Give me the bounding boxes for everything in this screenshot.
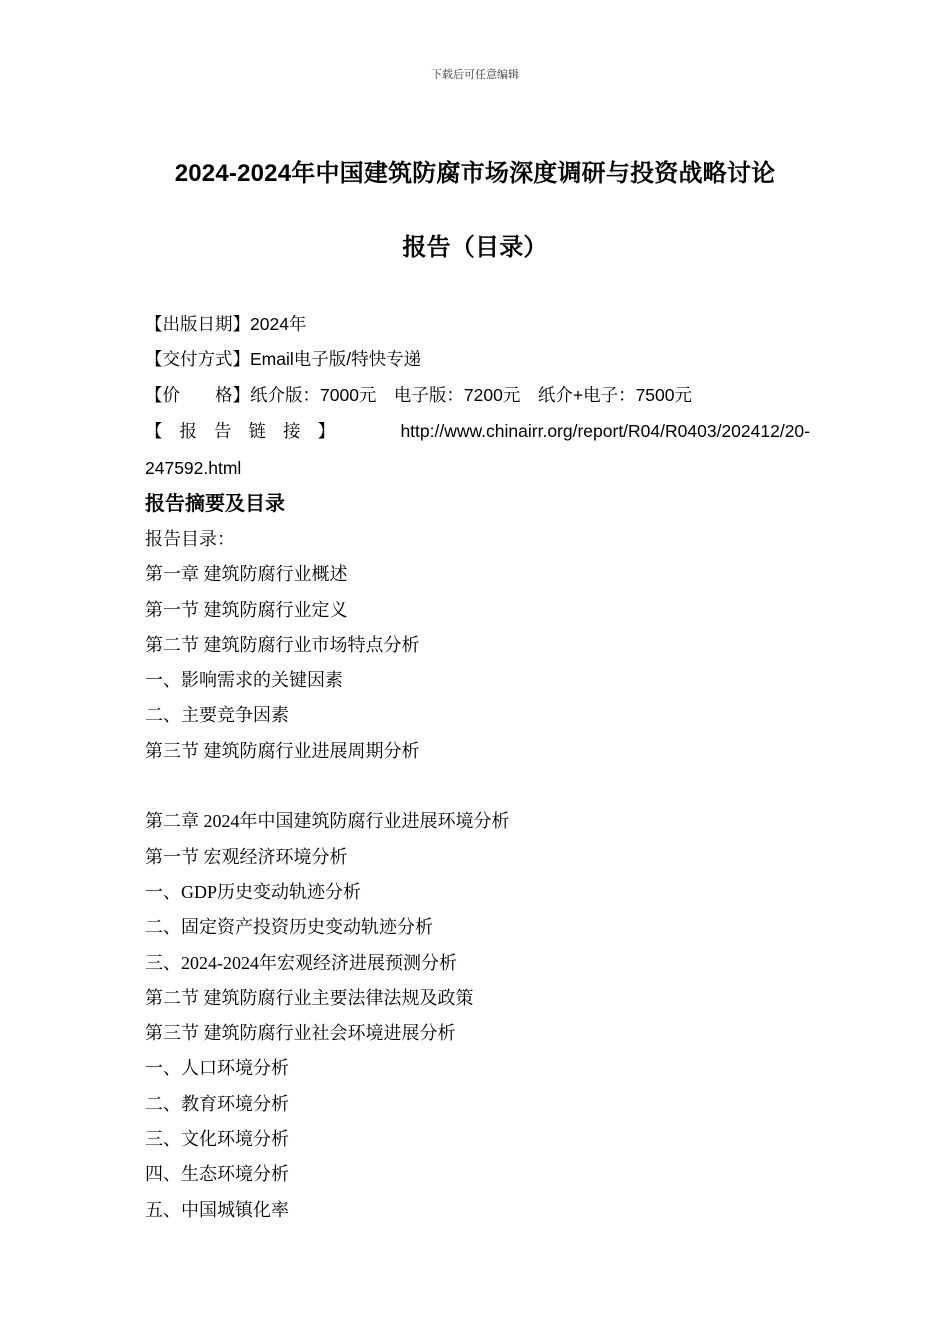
toc-item: 四、生态环境分析 (145, 1164, 289, 1185)
toc-item: 五、中国城镇化率 (145, 1199, 289, 1220)
toc-item: 第一节 宏观经济环境分析 (145, 846, 348, 867)
toc-item: 一、人口环境分析 (145, 1058, 289, 1079)
toc-item: 第三节 建筑防腐行业进展周期分析 (145, 740, 420, 761)
publish-date-label: 【出版日期】 (145, 314, 250, 334)
link-label-char: 报 (179, 421, 197, 441)
delivery-value: Email电子版/特快专递 (250, 349, 422, 369)
link-label-char: 链 (248, 421, 266, 441)
price-label-open: 【价 (145, 385, 180, 405)
link-label-char: 接 (283, 421, 301, 441)
summary-heading: 报告摘要及目录 (145, 493, 285, 515)
toc-item: 二、教育环境分析 (145, 1093, 289, 1114)
report-link-label (145, 419, 335, 443)
toc-item: 三、2024-2024年宏观经济进展预测分析 (145, 952, 457, 973)
publish-date-row (145, 312, 815, 336)
toc-item: 二、主要竞争因素 (145, 705, 289, 726)
link-label-char: 】 (317, 421, 335, 441)
report-link-row (145, 419, 810, 443)
toc-item: 第二章 2024年中国建筑防腐行业进展环境分析 (145, 811, 510, 832)
toc-item: 第一章 建筑防腐行业概述 (145, 564, 348, 585)
publish-date-value: 2024年 (250, 314, 307, 334)
table-of-contents (145, 527, 825, 1233)
toc-item: 二、固定资产投资历史变动轨迹分析 (145, 917, 433, 938)
toc-item: 第二节 建筑防腐行业主要法律法规及政策 (145, 987, 474, 1008)
delivery-label: 【交付方式】 (145, 349, 250, 369)
toc-item: 第三节 建筑防腐行业社会环境进展分析 (145, 1023, 456, 1044)
page-header-note: 下载后可任意编辑 (431, 68, 519, 81)
price-row (145, 383, 815, 407)
toc-item: 一、影响需求的关键因素 (145, 670, 343, 691)
delivery-row (145, 347, 815, 371)
price-value: 纸介版：7000元 电子版：7200元 纸介+电子：7500元 (250, 385, 693, 405)
toc-item: 第二节 建筑防腐行业市场特点分析 (145, 634, 420, 655)
toc-item: 第一节 建筑防腐行业定义 (145, 599, 348, 620)
toc-item: 报告目录： (145, 529, 235, 549)
report-link-url[interactable]: http://www.chinairr.org/report/R04/R0403/202412/20- (400, 421, 810, 441)
toc-item: 一、GDP历史变动轨迹分析 (145, 881, 362, 902)
toc-blank-line (145, 774, 825, 809)
link-label-char: 告 (214, 421, 232, 441)
link-label-char: 【 (145, 421, 163, 441)
report-title-line-1: 2024-2024年中国建筑防腐市场深度调研与投资战略讨论 (174, 160, 776, 187)
report-title-line-2: 报告（目录） (402, 234, 548, 261)
price-label-close: 格】 (215, 385, 250, 405)
toc-item: 三、文化环境分析 (145, 1129, 289, 1150)
report-link-url-continued[interactable]: 247592.html (145, 458, 242, 478)
